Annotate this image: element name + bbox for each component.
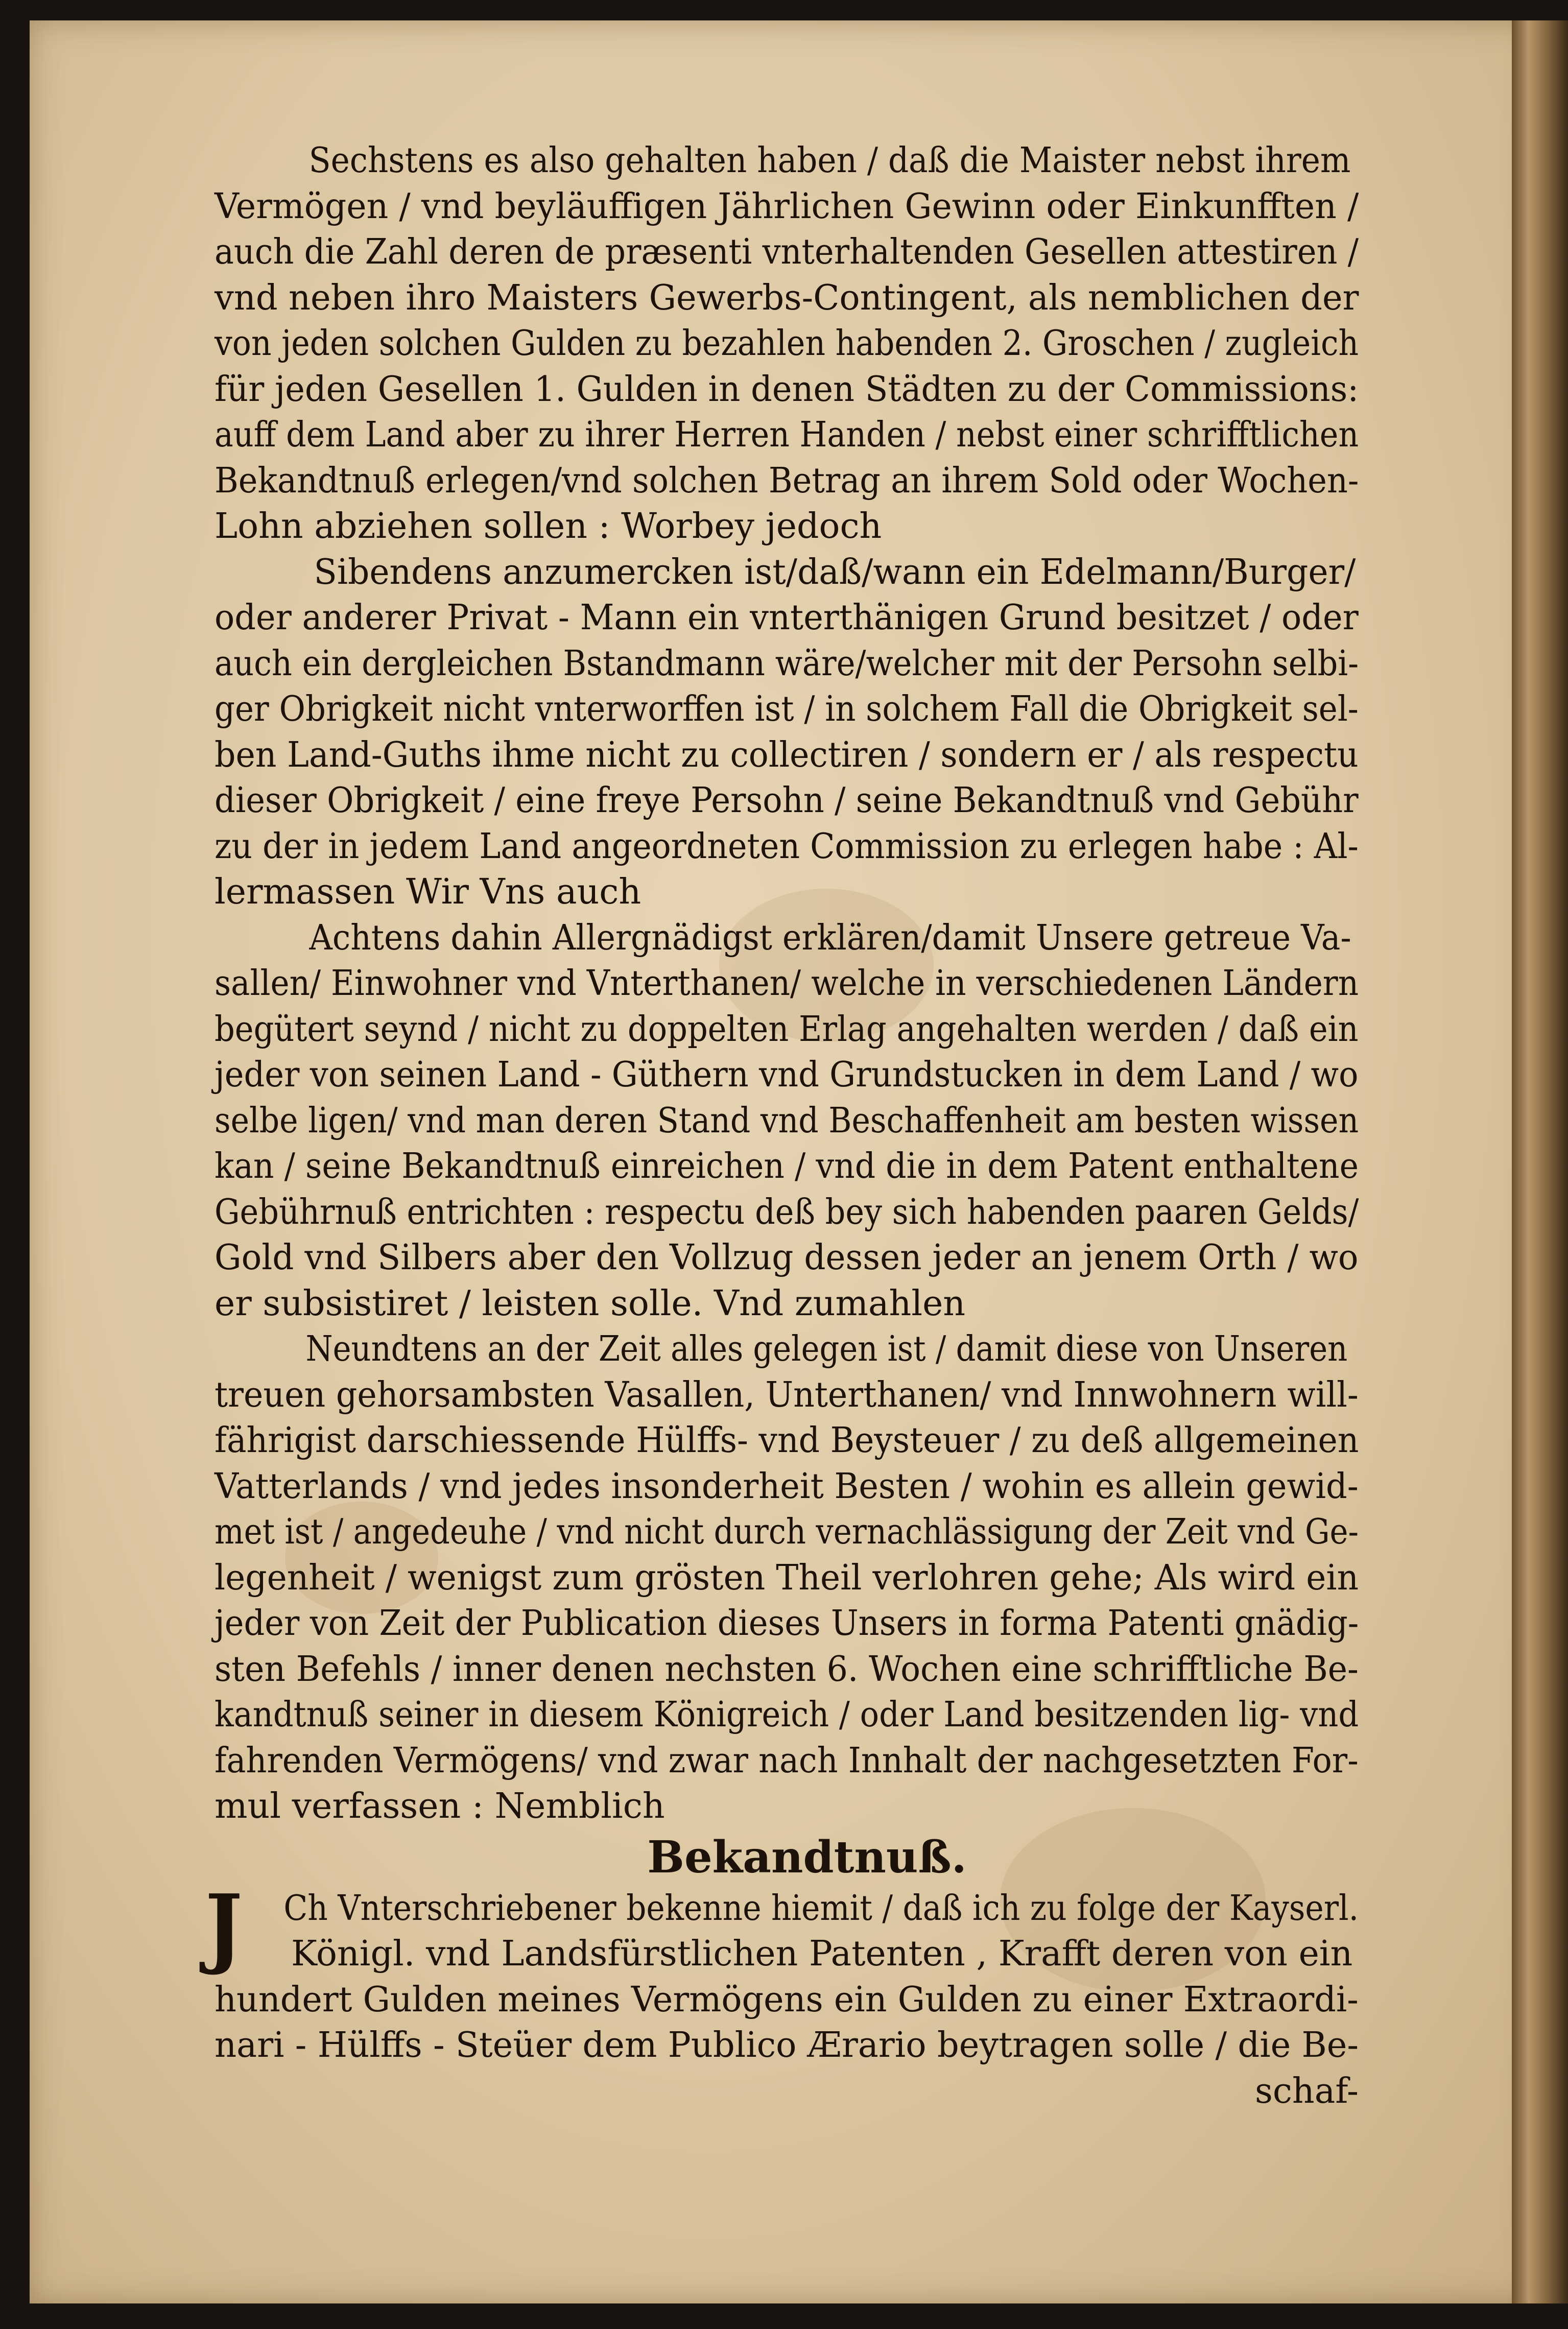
text-line: ben Land-Guths ihme nicht zu collectiren / sondern er / als respectu [215,734,1359,775]
text-line: Sibendens anzumercken ist/daß/wann ein Edelmann/Burger/ [314,552,1356,592]
text-line: Lohn abziehen sollen : Worbey jedoch [215,506,882,546]
text-line: dieser Obrigkeit / eine freye Persohn / seine Bekandtnuß vnd Gebühr [215,780,1359,821]
text-line: für jeden Gesellen 1. Gulden in denen Städten zu der Commissions: [215,369,1359,410]
section-heading: Bekandtnuß. [647,1831,967,1883]
text-line: auch die Zahl deren de præsenti vnterhaltenden Gesellen attestiren / [215,232,1359,272]
paragraph-bekandtnuss [205,1875,1359,2114]
text-line: lermassen Wir Vns auch [215,872,642,912]
paragraph-neundtens [215,1326,1359,1829]
text-line: treuen gehorsambsten Vasallen, Unterthanen/ vnd Innwohnern will- [215,1374,1359,1415]
text-line: auch ein dergleichen Bstandmann wäre/welcher mit der Persohn selbi- [215,643,1359,684]
text-line: begütert seynd / nicht zu doppelten Erlag angehalten werden / daß ein [215,1009,1359,1050]
text-line: Gold vnd Silbers aber den Vollzug dessen jeder an jenem Orth / wo [215,1238,1359,1278]
text-line: Gebührnuß entrichten : respectu deß bey sich habenden paaren Gelds/ [215,1192,1359,1232]
text-line: fährigist darschiessende Hülffs- vnd Beysteuer / zu deß allgemeinen [215,1420,1359,1461]
text-line: mul verfassen : Nemblich [215,1786,665,1826]
text-line: fahrenden Vermögens/ vnd zwar nach Innhalt der nachgesetzten For- [215,1740,1359,1781]
catchword: schaf- [1254,2071,1359,2111]
text-line: jeder von Zeit der Publication dieses Unsers in forma Patenti gnädig- [215,1603,1359,1644]
text-line-content: Ch Vnterschriebener bekenne hiemit / daß ich zu folge der Kayserl. [283,1888,1359,1929]
text-line: selbe ligen/ vnd man deren Stand vnd Beschaffenheit am besten wissen [215,1100,1359,1141]
text-line: Sechstens es also gehalten haben / daß die Maister nebst ihrem [308,140,1351,181]
document-body [205,138,1359,2114]
text-line: zu der in jedem Land angeordneten Commission zu erlegen habe : Al- [215,826,1359,867]
text-line: sallen/ Einwohner vnd Vnterthanen/ welche in verschiedenen Ländern [215,963,1359,1004]
text-line: Vermögen / vnd beyläuffigen Jährlichen Gewinn oder Einkunfften / [215,186,1359,227]
text-line: sten Befehls / inner denen nechsten 6. Wochen eine schrifftliche Be- [215,1649,1359,1690]
text-line: Achtens dahin Allergnädigst erklären/damit Unsere getreue Va- [309,917,1351,958]
page-edge [1512,20,1568,2303]
paragraph-achtens [215,915,1359,1327]
text-line: er subsistiret / leisten solle. Vnd zumahlen [215,1283,966,1324]
text-line: Bekandtnuß erlegen/vnd solchen Betrag an ihrem Sold oder Wochen- [215,460,1359,501]
text-line: met ist / angedeuhe / vnd nicht durch vernachlässigung der Zeit vnd Ge- [215,1512,1359,1552]
text-line: Vatterlands / vnd jedes insonderheit Besten / wohin es allein gewid- [215,1466,1359,1507]
text-line: oder anderer Privat - Mann ein vnterthänigen Grund besitzet / oder [215,598,1359,638]
text-line: nari - Hülffs - Steüer dem Publico Ærario beytragen solle / die Be- [215,2025,1359,2065]
text-line: Neundtens an der Zeit alles gelegen ist / damit diese von Unseren [305,1329,1348,1369]
text-line: legenheit / wenigst zum grösten Theil verlohren gehe; Als wird ein [215,1557,1359,1598]
text-line: Königl. vnd Landsfürstlichen Patenten , Krafft deren von ein [291,1934,1353,1974]
text-line: kan / seine Bekandtnuß einreichen / vnd die in dem Patent enthaltene [215,1146,1359,1186]
text-line: kandtnuß seiner in diesem Königreich / oder Land besitzenden lig- vnd [215,1695,1359,1735]
drop-cap: J [205,1875,243,1978]
text-line: hundert Gulden meines Vermögens ein Gulden zu einer Extraordi- [215,1979,1359,2020]
text-line: auff dem Land aber zu ihrer Herren Handen / nebst einer schrifftlichen [215,415,1359,455]
text-line: ger Obrigkeit nicht vnterworffen ist / in solchem Fall die Obrigkeit sel- [215,689,1359,729]
paragraph-sibendens [215,550,1359,915]
text-line: vnd neben ihro Maisters Gewerbs-Contingent, als nemblichen der [215,277,1359,318]
text-line: jeder von seinen Land - Güthern vnd Grundstucken in dem Land / wo [215,1055,1359,1095]
paragraph-sechstens [215,138,1359,550]
text-line: von jeden solchen Gulden zu bezahlen habenden 2. Groschen / zugleich [215,323,1359,364]
